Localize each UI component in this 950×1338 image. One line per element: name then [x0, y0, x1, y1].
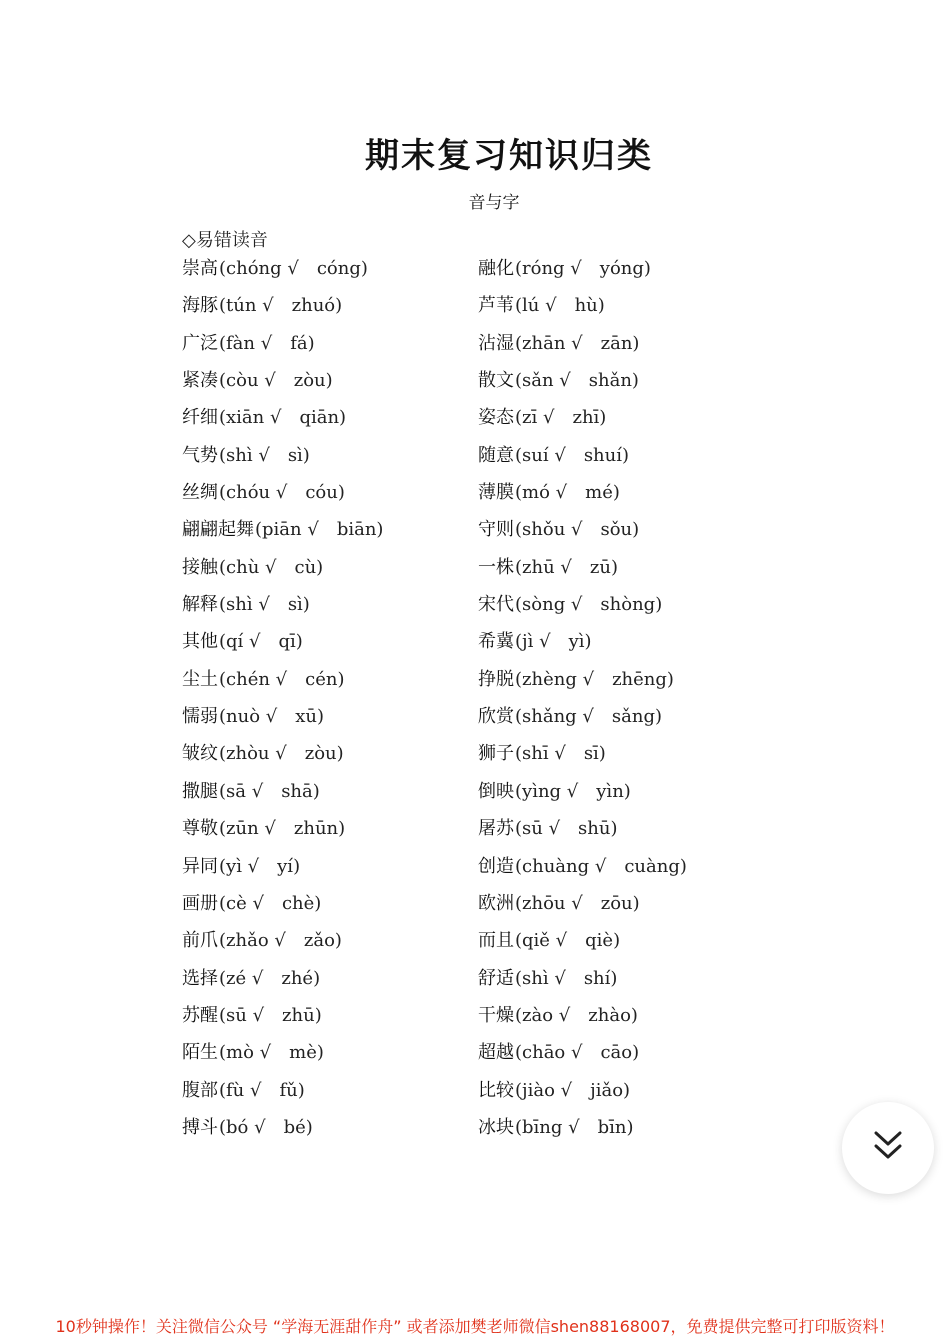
wrong-pinyin: zhēng) [612, 668, 674, 690]
word: 冰块 [478, 1116, 514, 1138]
pronunciation-row [478, 554, 687, 591]
double-chevron-down-icon [871, 1129, 905, 1167]
correct-pinyin: (zào √ [515, 1004, 571, 1026]
word: 苏醒 [182, 1004, 218, 1026]
wrong-pinyin: hù) [574, 295, 605, 317]
word: 纤细 [182, 407, 218, 429]
wrong-pinyin: zòu) [293, 370, 333, 392]
correct-pinyin: (zé √ [219, 967, 264, 989]
wrong-pinyin: qiān) [299, 407, 347, 429]
correct-pinyin: (shī √ [515, 743, 566, 765]
word: 姿态 [478, 407, 514, 429]
pronunciation-row [182, 740, 383, 777]
wrong-pinyin: bīn) [597, 1116, 634, 1138]
wrong-pinyin: xū) [295, 706, 325, 728]
correct-pinyin: (bó √ [219, 1116, 266, 1138]
pronunciation-row [478, 442, 687, 479]
word: 散文 [478, 370, 514, 392]
correct-pinyin: (jiào √ [515, 1079, 573, 1101]
word: 薄膜 [478, 482, 514, 504]
pronunciation-row [478, 740, 687, 777]
pronunciation-row [182, 404, 383, 441]
correct-pinyin: (zhū √ [515, 556, 572, 578]
wrong-pinyin: shū) [578, 818, 618, 840]
wrong-pinyin: sì) [287, 444, 310, 466]
wrong-pinyin: fǔ) [279, 1079, 305, 1101]
pronunciation-row [478, 628, 687, 665]
wrong-pinyin: shā) [281, 780, 320, 802]
word: 超越 [478, 1042, 514, 1064]
pronunciation-row [182, 890, 383, 927]
pronunciation-row [478, 516, 687, 553]
word: 解释 [182, 594, 218, 616]
correct-pinyin: (chóu √ [219, 482, 288, 504]
pronunciation-row [182, 778, 383, 815]
word: 丝绸 [182, 482, 218, 504]
wrong-pinyin: zǎo) [303, 930, 342, 952]
left-column [182, 255, 383, 1151]
word: 异同 [182, 855, 218, 877]
word: 融化 [478, 258, 514, 279]
word: 挣脱 [478, 668, 514, 690]
correct-pinyin: (suí √ [515, 444, 566, 466]
word: 海豚 [182, 295, 218, 317]
word: 比较 [478, 1079, 514, 1101]
correct-pinyin: (fù √ [219, 1079, 262, 1101]
wrong-pinyin: zhī) [572, 407, 607, 429]
pronunciation-row [478, 703, 687, 740]
correct-pinyin: (chuàng √ [515, 855, 607, 877]
correct-pinyin: (shǒu √ [515, 519, 583, 541]
footer-promo-text: 10秒钟操作！关注微信公众号 “学海无涯甜作舟” 或者添加樊老师微信shen88168007，免费提供完整可打印版资料！ [55, 1317, 895, 1336]
correct-pinyin: (sǎn √ [515, 370, 571, 392]
correct-pinyin: (chāo √ [515, 1042, 583, 1064]
correct-pinyin: (tún √ [219, 295, 274, 317]
pronunciation-row [182, 479, 383, 516]
correct-pinyin: (zhān √ [515, 332, 583, 354]
wrong-pinyin: sǒu) [600, 519, 640, 541]
wrong-pinyin: qī) [278, 631, 303, 653]
pronunciation-row [182, 516, 383, 553]
word: 气势 [182, 444, 218, 466]
pronunciation-row [478, 479, 687, 516]
correct-pinyin: (chù √ [219, 556, 277, 578]
correct-pinyin: (bīng √ [515, 1116, 580, 1138]
word: 随意 [478, 444, 514, 466]
correct-pinyin: (sū √ [515, 818, 561, 840]
wrong-pinyin: zhū) [282, 1004, 322, 1026]
correct-pinyin: (chóng √ [219, 258, 299, 279]
pronunciation-row [182, 927, 383, 964]
correct-pinyin: (zhōu √ [515, 892, 583, 914]
word: 选择 [182, 967, 218, 989]
word: 尊敬 [182, 818, 218, 840]
pronunciation-row [478, 1002, 687, 1039]
correct-pinyin: (lú √ [515, 295, 557, 317]
correct-pinyin: (shì √ [219, 444, 270, 466]
correct-pinyin: (cè √ [219, 892, 264, 914]
wrong-pinyin: shuí) [583, 444, 630, 466]
pronunciation-row [478, 927, 687, 964]
word: 腹部 [182, 1079, 218, 1101]
wrong-pinyin: zòu) [304, 743, 344, 765]
pronunciation-row [478, 815, 687, 852]
wrong-pinyin: zhào) [588, 1004, 638, 1026]
pronunciation-row [478, 965, 687, 1002]
word: 守则 [478, 519, 514, 541]
pronunciation-row [478, 890, 687, 927]
correct-pinyin: (zhèng √ [515, 668, 595, 690]
scroll-down-button[interactable] [842, 1102, 934, 1194]
correct-pinyin: (mò √ [219, 1042, 272, 1064]
word: 前爪 [182, 930, 218, 952]
word: 崇高 [182, 258, 218, 279]
pronunciation-row [478, 292, 687, 329]
pronunciation-row [478, 1039, 687, 1076]
word: 希冀 [478, 631, 514, 653]
pronunciation-row [182, 965, 383, 1002]
wrong-pinyin: mè) [289, 1042, 324, 1064]
pronunciation-row [182, 591, 383, 628]
wrong-pinyin: cuàng) [624, 855, 687, 877]
word: 欧洲 [478, 892, 514, 914]
wrong-pinyin: biān) [336, 519, 384, 541]
wrong-pinyin: zhé) [281, 967, 321, 989]
correct-pinyin: (zhòu √ [219, 743, 287, 765]
word: 接触 [182, 556, 218, 578]
word: 撒腿 [182, 780, 218, 802]
correct-pinyin: (jì √ [515, 631, 551, 653]
wrong-pinyin: jiǎo) [590, 1079, 631, 1101]
correct-pinyin: (qí √ [219, 631, 261, 653]
pronunciation-row [478, 666, 687, 703]
wrong-pinyin: zhūn) [293, 818, 346, 840]
wrong-pinyin: yóng) [599, 258, 651, 279]
pronunciation-row [182, 292, 383, 329]
word: 搏斗 [182, 1116, 218, 1138]
correct-pinyin: (qiě √ [515, 930, 568, 952]
wrong-pinyin: sī) [583, 743, 606, 765]
correct-pinyin: (zhǎo √ [219, 930, 286, 952]
word: 屠苏 [478, 818, 514, 840]
wrong-pinyin: chè) [281, 892, 322, 914]
correct-pinyin: (chén √ [219, 668, 288, 690]
pronunciation-row [182, 442, 383, 479]
word: 翩翩起舞 [182, 519, 254, 541]
correct-pinyin: (zūn √ [219, 818, 276, 840]
wrong-pinyin: fá) [290, 332, 315, 354]
correct-pinyin: (shǎng √ [515, 706, 594, 728]
pronunciation-row [478, 330, 687, 367]
pronunciation-row [478, 591, 687, 628]
wrong-pinyin: bé) [283, 1116, 313, 1138]
correct-pinyin: (yì √ [219, 855, 260, 877]
pronunciation-row [182, 628, 383, 665]
word: 皱纹 [182, 743, 218, 765]
pronunciation-row [182, 1039, 383, 1076]
wrong-pinyin: zū) [589, 556, 618, 578]
correct-pinyin: (sā √ [219, 780, 264, 802]
word: 紧凑 [182, 370, 218, 392]
pronunciation-row [182, 703, 383, 740]
pronunciation-row [478, 367, 687, 404]
word: 而且 [478, 930, 514, 952]
correct-pinyin: (sū √ [219, 1004, 265, 1026]
pronunciation-row [182, 853, 383, 890]
correct-pinyin: (shì √ [219, 594, 270, 616]
wrong-pinyin: cóu) [305, 482, 345, 504]
correct-pinyin: (còu √ [219, 370, 276, 392]
word: 其他 [182, 631, 218, 653]
page-title: 期末复习知识归类 [365, 136, 653, 176]
wrong-pinyin: shí) [583, 967, 618, 989]
wrong-pinyin: zōu) [600, 892, 640, 914]
wrong-pinyin: cù) [294, 556, 324, 578]
word: 陌生 [182, 1042, 218, 1064]
word: 沾湿 [478, 332, 514, 354]
correct-pinyin: (fàn √ [219, 332, 273, 354]
pronunciation-row [182, 367, 383, 404]
word: 舒适 [478, 967, 514, 989]
wrong-pinyin: yìn) [596, 780, 631, 802]
word: 创造 [478, 855, 514, 877]
right-column [478, 255, 687, 1151]
word: 倒映 [478, 780, 514, 802]
pronunciation-row [478, 255, 687, 292]
wrong-pinyin: mé) [585, 482, 620, 504]
word: 狮子 [478, 743, 514, 765]
correct-pinyin: (shì √ [515, 967, 566, 989]
word: 宋代 [478, 594, 514, 616]
pronunciation-row [182, 1077, 383, 1114]
word: 广泛 [182, 332, 218, 354]
pronunciation-row [182, 1114, 383, 1151]
word: 欣赏 [478, 706, 514, 728]
pronunciation-row [478, 853, 687, 890]
wrong-pinyin: cóng) [316, 258, 368, 279]
pronunciation-row [182, 255, 383, 292]
wrong-pinyin: zān) [600, 332, 640, 354]
pronunciation-row [182, 1002, 383, 1039]
correct-pinyin: (zī √ [515, 407, 555, 429]
wrong-pinyin: zhuó) [291, 295, 343, 317]
wrong-pinyin: yí) [277, 855, 301, 877]
wrong-pinyin: yì) [568, 631, 592, 653]
word: 干燥 [478, 1004, 514, 1026]
wrong-pinyin: sì) [287, 594, 310, 616]
pronunciation-row [182, 666, 383, 703]
correct-pinyin: (piān √ [255, 519, 319, 541]
pronunciation-row [182, 815, 383, 852]
word: 一株 [478, 556, 514, 578]
correct-pinyin: (xiān √ [219, 407, 282, 429]
correct-pinyin: (nuò √ [219, 706, 278, 728]
correct-pinyin: (sòng √ [515, 594, 583, 616]
section-heading: ◇易错读音 [182, 230, 268, 251]
word: 芦苇 [478, 295, 514, 317]
pronunciation-row [182, 554, 383, 591]
wrong-pinyin: qiè) [585, 930, 621, 952]
wrong-pinyin: shòng) [600, 594, 663, 616]
wrong-pinyin: cén) [305, 668, 345, 690]
correct-pinyin: (róng √ [515, 258, 582, 279]
wrong-pinyin: cāo) [600, 1042, 640, 1064]
wrong-pinyin: shǎn) [588, 370, 639, 392]
pronunciation-row [478, 404, 687, 441]
word: 懦弱 [182, 706, 218, 728]
pronunciation-row [478, 778, 687, 815]
wrong-pinyin: sǎng) [611, 706, 662, 728]
pronunciation-row [478, 1077, 687, 1114]
correct-pinyin: (yìng √ [515, 780, 579, 802]
pronunciation-row [478, 1114, 687, 1151]
word: 尘土 [182, 668, 218, 690]
pronunciation-row [182, 330, 383, 367]
word: 画册 [182, 892, 218, 914]
correct-pinyin: (mó √ [515, 482, 568, 504]
page-subtitle: 音与字 [468, 193, 520, 213]
